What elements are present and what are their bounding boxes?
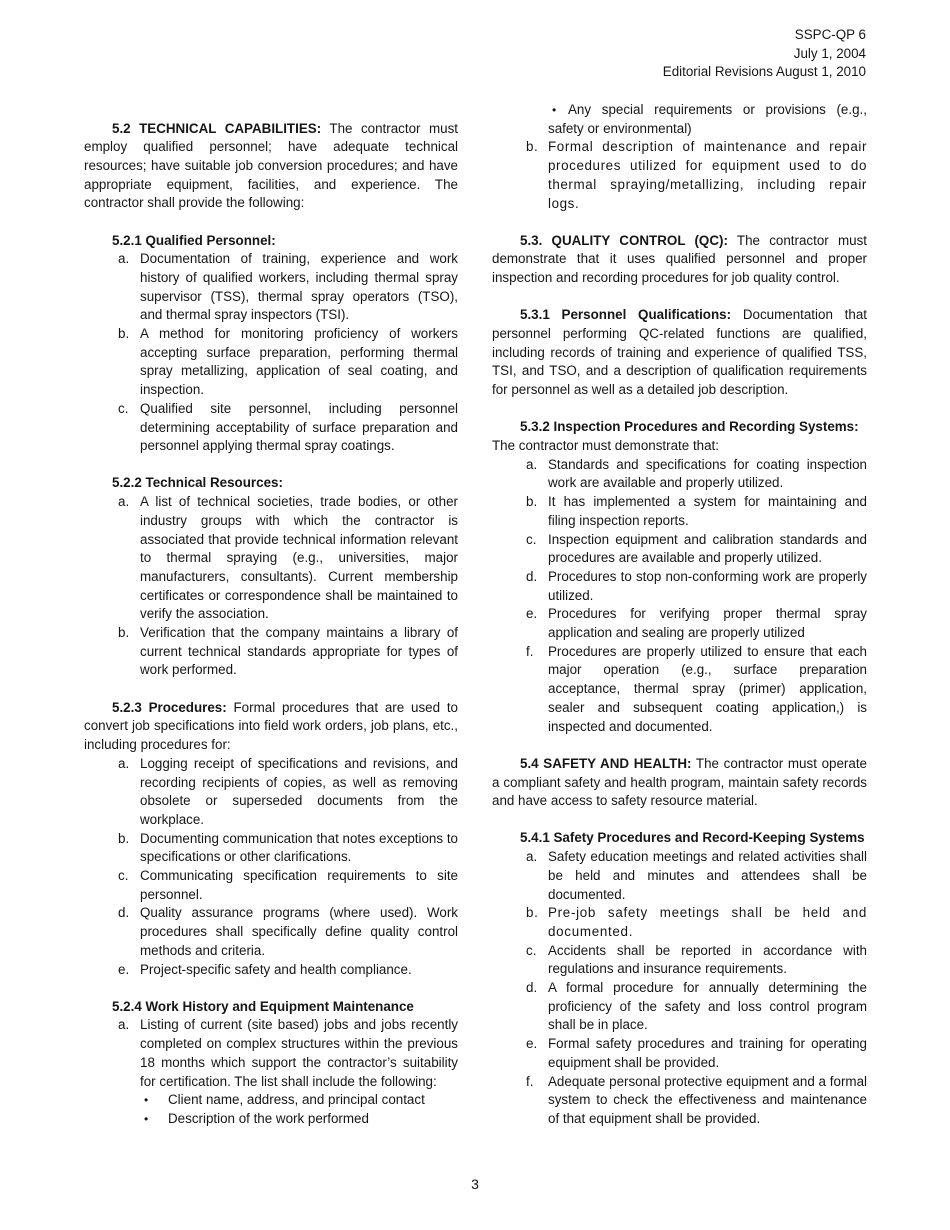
list-item: c. Communicating specification requirements to site personnel. — [118, 868, 458, 902]
bullet-item: • Client name, address, and principal contact — [84, 1091, 458, 1110]
doc-id: SSPC-QP 6 — [794, 27, 866, 42]
section-heading: 5.3. QUALITY CONTROL (QC): — [520, 232, 728, 248]
list-item: b. Documenting communication that notes exceptions to specifications or other clarifications. — [118, 830, 458, 865]
doc-date: July 1, 2004 — [793, 45, 866, 61]
list-item: e. Formal safety procedures and training for operating equipment shall be provided. — [526, 1036, 867, 1070]
page-number: 3 — [471, 1176, 479, 1192]
list-item: b. Verification that the company maintains a library of current technical standards appropriate for types of work performed. — [118, 625, 458, 678]
section-heading: 5.2 TECHNICAL CAPABILITIES: — [112, 120, 322, 136]
list-item: b. Pre-job safety meetings shall be held and documented. — [526, 905, 867, 939]
continued-bullets — [492, 101, 867, 138]
safety-procedures-list — [492, 848, 867, 1129]
work-history-list-continued — [492, 138, 867, 213]
section-heading: 5.2.3 Procedures: — [112, 699, 227, 715]
list-item: a. Listing of current (site based) jobs and jobs recently completed on complex structures within the previous 18 months which support the contractor’s suitability for certification. The list shall include the following: — [118, 1017, 458, 1089]
section-heading: 5.4 SAFETY AND HEALTH: — [520, 755, 692, 771]
section-5-3-2-heading: 5.3.2 Inspection Procedures and Recording Systems: — [520, 419, 859, 435]
bullet-icon: • — [144, 1111, 149, 1126]
section-5-2-3: 5.2.3 Procedures: Formal procedures that are used to convert job specifications into field work orders, job plans, etc., including procedures for: — [84, 699, 458, 753]
bullet-item: • Description of the work performed — [84, 1110, 458, 1129]
section-5-2-1-heading: 5.2.1 Qualified Personnel: — [112, 232, 276, 248]
list-item: c. Inspection equipment and calibration standards and procedures are available and properly utilized. — [526, 531, 867, 566]
list-item: f. Adequate personal protective equipment and a formal system to check the effectiveness and maintenance of that equipment shall be provided. — [526, 1073, 867, 1126]
section-5-2-2-heading: 5.2.2 Technical Resources: — [112, 475, 283, 491]
work-history-list — [84, 1016, 458, 1091]
list-item: b. A method for monitoring proficiency of workers accepting surface preparation, performing thermal spray metallizing, application of seal coating, and inspection. — [118, 326, 458, 398]
list-item: e. Procedures for verifying proper thermal spray application and sealing are properly utilized — [526, 606, 867, 641]
qualified-personnel-list — [84, 250, 458, 456]
list-item: a. A list of technical societies, trade bodies, or other industry groups with which the contractor is associated that provide technical information relevant to thermal spraying (e.g., universities, major manufacturers, consultants). Current membership certificates or correspondence shall be maintained to verify the association. — [118, 494, 458, 622]
work-history-bullets — [84, 1091, 458, 1128]
procedures-list — [84, 755, 458, 979]
right-column — [492, 101, 867, 1129]
list-item: a. Standards and specifications for coating inspection work are available and properly utilized. — [526, 456, 867, 491]
section-heading: 5.3.1 Personnel Qualifications: — [520, 307, 732, 323]
page-header — [663, 26, 866, 82]
list-item: c. Qualified site personnel, including personnel determining acceptability of surface preparation and personnel applying thermal spray coatings. — [118, 400, 458, 454]
list-item: a. Documentation of training, experience and work history of qualified workers, including thermal spray supervisor (TSS), thermal spray operators (TSO), and thermal spray inspectors (TSI). — [118, 251, 458, 323]
list-item: e. Project-specific safety and health compliance. — [118, 961, 412, 977]
list-item: a. Logging receipt of specifications and revisions, and recording recipients of copies, as well as removing obsolete or superseded documents from the workplace. — [118, 755, 458, 827]
section-5-2-4-heading: 5.2.4 Work History and Equipment Maintenance — [112, 998, 414, 1014]
section-5-4: 5.4 SAFETY AND HEALTH: The contractor must operate a compliant safety and health program, maintain safety records and have access to safety resource material. — [492, 755, 867, 809]
bullet-icon: • — [552, 103, 557, 117]
section-5-3: 5.3. QUALITY CONTROL (QC): The contractor must demonstrate that it uses qualified personnel and proper inspection and recording procedures for job quality control. — [492, 232, 867, 286]
list-item: f. Procedures are properly utilized to ensure that each major operation (e.g., surface preparation acceptance, thermal spray (primer) application, sealer and subsequent coating application,) is inspected and documented. — [526, 643, 867, 734]
section-5-4-1-heading: 5.4.1 Safety Procedures and Record-Keeping Systems — [520, 830, 865, 846]
list-item: b. It has implemented a system for maintaining and filing inspection reports. — [526, 494, 867, 528]
list-item: a. Safety education meetings and related activities shall be held and minutes and attendees shall be documented. — [526, 849, 867, 902]
doc-revision: Editorial Revisions August 1, 2010 — [662, 64, 866, 79]
inspection-procedures-list — [492, 456, 867, 737]
bullet-icon: • — [144, 1093, 149, 1108]
bullet-item: • Any special requirements or provisions (e.g., safety or environmental) — [548, 102, 867, 136]
section-5-3-1: 5.3.1 Personnel Qualifications: Documentation that personnel performing QC-related functions are qualified, including records of training and experience of qualified TSS, TSI, and TSO, and a description of qualification requirements for personnel as well as a detailed job description. — [492, 307, 867, 398]
list-item: d. A formal procedure for annually determining the proficiency of the safety and loss control program shall be in place. — [526, 980, 867, 1033]
technical-resources-list — [84, 493, 458, 680]
list-item: c. Accidents shall be reported in accordance with regulations and insurance requirements. — [526, 942, 867, 977]
section-5-3-2-intro: The contractor must demonstrate that: — [492, 438, 720, 454]
left-column — [84, 101, 458, 1129]
list-item: d. Procedures to stop non-conforming work are properly utilized. — [526, 568, 867, 603]
section-5-2: 5.2 TECHNICAL CAPABILITIES: The contractor must employ qualified personnel; have adequate technical resources; have suitable job conversion procedures; and have appropriate equipment, facilities, and experience. The contractor shall provide the following: — [84, 120, 458, 211]
list-item: d. Quality assurance programs (where used). Work procedures shall specifically define quality control methods and criteria. — [118, 905, 458, 958]
list-item: b. Formal description of maintenance and repair procedures utilized for equipment used to do thermal spraying/metallizing, including repair logs. — [526, 139, 867, 211]
